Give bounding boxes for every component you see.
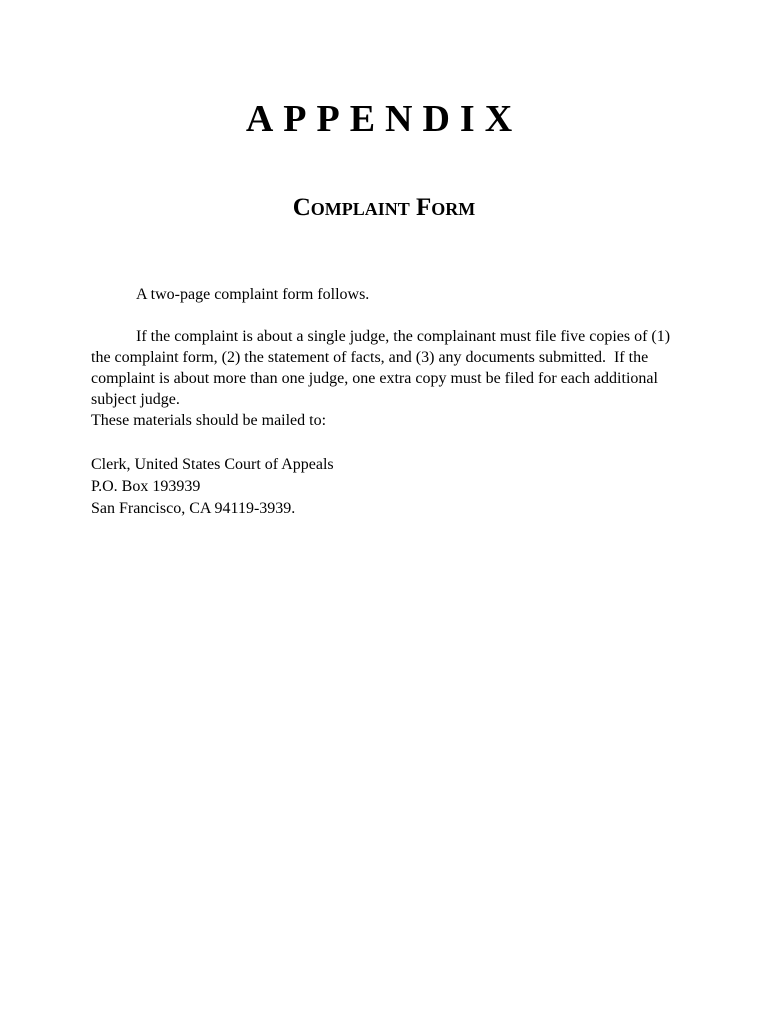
intro-paragraph: A two-page complaint form follows. (136, 286, 370, 303)
address-line-po-box: P.O. Box 193939 (91, 478, 201, 495)
address-line-city: San Francisco, CA 94119-3939. (91, 500, 296, 517)
instructions-paragraph: If the complaint is about a single judge, the complainant must file five copies of (1) the complaint form, (2) the statement of facts, and (3) any documents submitted. If the complaint is about more than one judge, one extra copy must be filed for each additional subject judge. (91, 328, 675, 408)
mail-note: These materials should be mailed to: (91, 412, 327, 429)
mailing-address (91, 454, 691, 520)
address-line-clerk: Clerk, United States Court of Appeals (91, 456, 334, 473)
appendix-heading: APPENDIX (245, 98, 523, 140)
complaint-form-title: Complaint Form (292, 194, 476, 221)
instructions-block (91, 326, 691, 431)
